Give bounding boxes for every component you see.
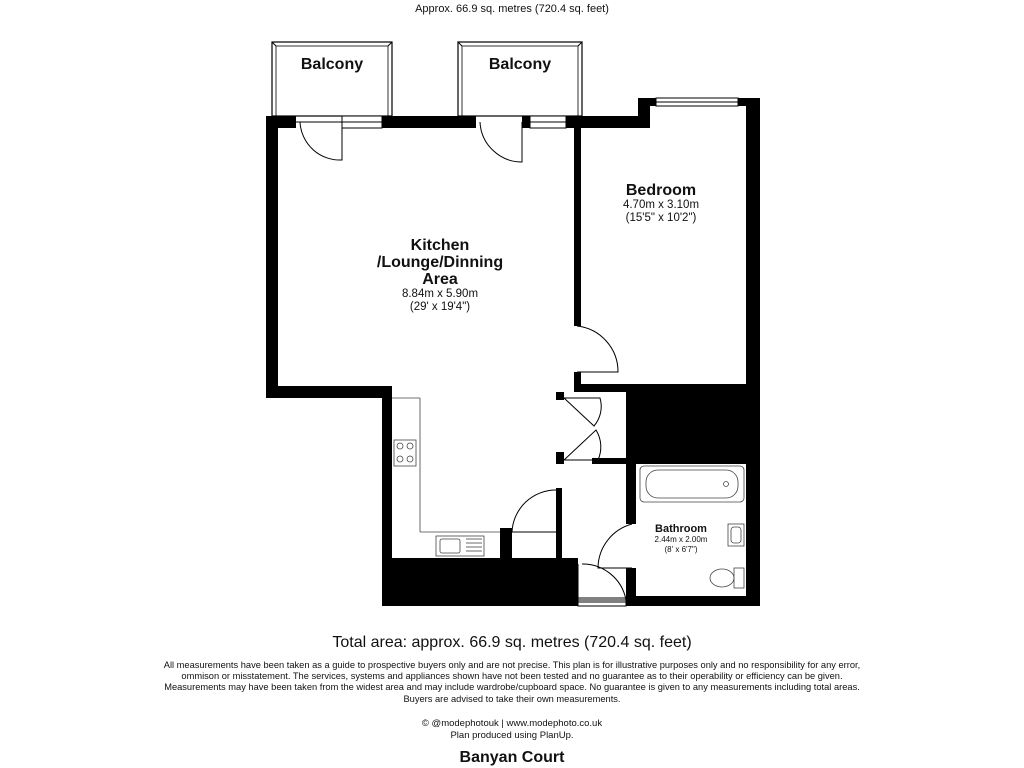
bathroom-name: Bathroom — [655, 523, 707, 535]
bathroom-label — [640, 523, 722, 555]
balcony-right-label: Balcony — [488, 56, 552, 73]
kitchen-label — [330, 237, 550, 314]
kitchen-name-line-1: Kitchen — [410, 237, 470, 254]
credit-line-2: Plan produced using PlanUp. — [450, 730, 574, 741]
door-swings — [296, 122, 632, 600]
kitchen-imperial: (29' x 19'4") — [409, 301, 471, 313]
disclaimer: All measurements have been taken as a guide to prospective buyers only and are not precise. This plan is for illustrative purposes only and no responsibility for any error, ommison or misstatement. The services, systems and appliances shown have not been tested and no guarantee as to their operability or efficiency can be given. Measurements may have been taken from the widest area and may include wardrobe/cupboard space. No guarantee is given to any measurements including total areas. Buyers are advised to take their own measurements. — [163, 660, 861, 704]
header-area-text: Approx. 66.9 sq. metres (720.4 sq. feet) — [415, 3, 609, 15]
credit-line-1: © @modephotouk | www.modephoto.co.uk — [421, 718, 603, 729]
kitchen-name-line-3: Area — [422, 271, 458, 288]
bedroom-name: Bedroom — [625, 182, 697, 199]
bathroom-metric: 2.44m x 2.00m — [654, 535, 708, 544]
bathroom-imperial: (8' x 6'7") — [664, 545, 698, 554]
bedroom-label — [590, 182, 732, 225]
total-area: Total area: approx. 66.9 sq. metres (720.4 sq. feet) — [332, 634, 692, 651]
building-name: Banyan Court — [459, 749, 565, 766]
credit-block — [0, 718, 1024, 742]
kitchen-metric: 8.84m x 5.90m — [401, 288, 479, 300]
balcony-outline — [272, 42, 582, 116]
bedroom-imperial: (15'5" x 10'2") — [625, 212, 697, 224]
bedroom-metric: 4.70m x 3.10m — [622, 199, 700, 211]
balcony-left-label: Balcony — [300, 56, 364, 73]
kitchen-name-line-2: /Lounge/Dinning — [376, 254, 504, 271]
kitchen-fittings — [392, 398, 500, 556]
